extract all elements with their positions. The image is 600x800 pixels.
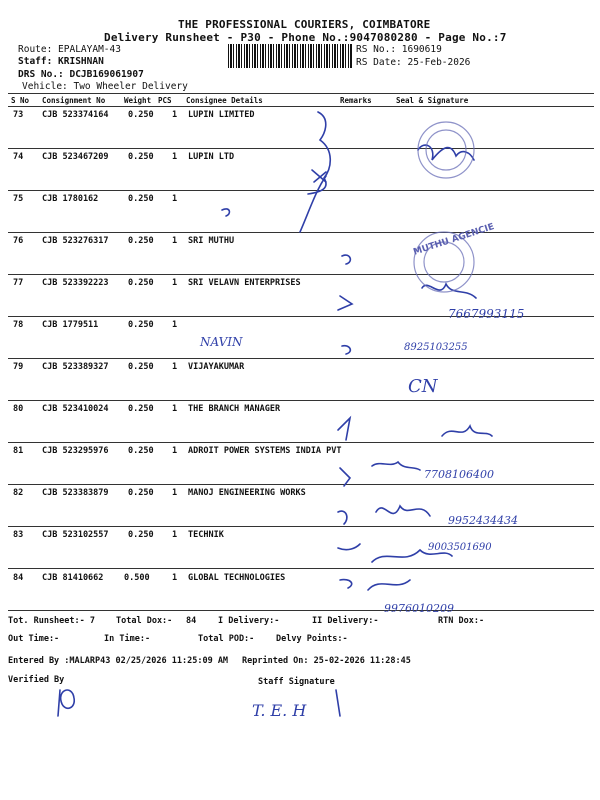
remark-mark bbox=[338, 418, 350, 440]
row-pcs: 1 bbox=[172, 488, 178, 498]
row-sno: 77 bbox=[13, 278, 24, 288]
row-sno: 78 bbox=[13, 320, 24, 330]
handwritten-phone: 9952434434 bbox=[448, 514, 518, 527]
row-consignment: CJB 523102557 bbox=[42, 530, 109, 540]
ii-delivery: II Delivery:- bbox=[312, 616, 379, 626]
verified-by: Verified By bbox=[8, 675, 65, 685]
row-sno: 76 bbox=[13, 236, 24, 246]
delvy-points: Delvy Points:- bbox=[276, 634, 348, 644]
runsheet-subtitle: Delivery Runsheet - P30 - Phone No.:9047080280 - Page No.:7 bbox=[104, 31, 507, 44]
row-sno: 84 bbox=[13, 573, 24, 583]
col-consignment: Consignment No bbox=[42, 96, 106, 105]
total-dox: Total Dox:- bbox=[116, 616, 173, 626]
row-weight: 0.250 bbox=[128, 404, 154, 414]
col-remarks: Remarks bbox=[340, 96, 372, 105]
signature-scribble bbox=[368, 580, 410, 590]
row-sno: 80 bbox=[13, 404, 24, 414]
col-pcs: PCS bbox=[158, 96, 172, 105]
row-pcs: 1 bbox=[172, 194, 178, 204]
signature-scribble bbox=[372, 462, 420, 470]
row-consignment: CJB 1780162 bbox=[42, 194, 99, 204]
row-pcs: 1 bbox=[172, 404, 178, 414]
route-label: Route: EPALAYAM-43 bbox=[18, 44, 121, 55]
signature-scribble bbox=[442, 426, 492, 436]
rs-date-label: RS Date: 25-Feb-2026 bbox=[356, 57, 471, 68]
row-consignee: ADROIT POWER SYSTEMS INDIA PVT bbox=[188, 446, 342, 456]
staff-signature-hand: T. E. H bbox=[252, 701, 307, 720]
remark-mark bbox=[338, 544, 360, 550]
company-title: THE PROFESSIONAL COURIERS, COIMBATORE bbox=[178, 18, 431, 31]
row-pcs: 1 bbox=[172, 530, 178, 540]
handwritten-phone: 8925103255 bbox=[404, 342, 468, 353]
handwritten-name: NAVIN bbox=[200, 335, 243, 349]
row-consignee: TECHNIK bbox=[188, 530, 224, 540]
row-weight: 0.250 bbox=[128, 320, 154, 330]
rtn-dox: RTN Dox:- bbox=[438, 616, 485, 626]
row-sno: 82 bbox=[13, 488, 24, 498]
row-sno: 74 bbox=[13, 152, 24, 162]
verified-sig bbox=[58, 690, 74, 716]
total-dox-value: 84 bbox=[186, 616, 197, 626]
row-weight: 0.250 bbox=[128, 278, 154, 288]
remark-mark bbox=[342, 346, 350, 354]
row-weight: 0.250 bbox=[128, 446, 154, 456]
handwritten-phone: 9976010209 bbox=[384, 602, 454, 615]
row-weight: 0.500 bbox=[124, 573, 150, 583]
row-consignment: CJB 523374164 bbox=[42, 110, 109, 120]
reprinted-on: Reprinted On: 25-02-2026 11:28:45 bbox=[242, 656, 411, 666]
row-consignee: THE BRANCH MANAGER bbox=[188, 404, 281, 414]
staff-sig-stroke bbox=[336, 690, 340, 716]
long-stroke bbox=[300, 176, 326, 232]
remark-mark bbox=[338, 511, 347, 524]
row-pcs: 1 bbox=[172, 362, 178, 372]
total-pod: Total POD:- bbox=[198, 634, 255, 644]
row-sno: 73 bbox=[13, 110, 24, 120]
row-weight: 0.250 bbox=[128, 152, 154, 162]
row-consignment: CJB 523467209 bbox=[42, 152, 109, 162]
entered-by: Entered By :MALARP43 02/25/2026 11:25:09 AM bbox=[8, 656, 229, 666]
row-pcs: 1 bbox=[172, 573, 178, 583]
row-pcs: 1 bbox=[172, 110, 178, 120]
row-consignee: LUPIN LTD bbox=[188, 152, 235, 162]
signature-scribble bbox=[376, 506, 430, 516]
row-consignment: CJB 523383879 bbox=[42, 488, 109, 498]
row-consignment: CJB 523295976 bbox=[42, 446, 109, 456]
stamp-text: MUTHU AGENCIE bbox=[412, 222, 496, 258]
row-consignee: GLOBAL TECHNOLOGIES bbox=[188, 573, 286, 583]
col-seal: Seal & Signature bbox=[396, 96, 469, 105]
row-pcs: 1 bbox=[172, 320, 178, 330]
row-consignment: CJB 523276317 bbox=[42, 236, 109, 246]
col-sno: S No bbox=[11, 96, 30, 105]
row-pcs: 1 bbox=[172, 236, 178, 246]
handwritten-initials: CN bbox=[408, 376, 438, 397]
rs-no-label: RS No.: 1690619 bbox=[356, 44, 442, 55]
row-weight: 0.250 bbox=[128, 488, 154, 498]
row-consignee: SRI VELAVN ENTERPRISES bbox=[188, 278, 301, 288]
handwritten-phone: 7667993115 bbox=[448, 307, 525, 321]
remark-mark bbox=[340, 468, 350, 486]
row-sno: 81 bbox=[13, 446, 24, 456]
row-consignee: MANOJ ENGINEERING WORKS bbox=[188, 488, 306, 498]
row-pcs: 1 bbox=[172, 152, 178, 162]
row-weight: 0.250 bbox=[128, 110, 154, 120]
handwritten-phone: 9003501690 bbox=[428, 542, 492, 553]
row-pcs: 1 bbox=[172, 446, 178, 456]
tot-runsheet: Tot. Runsheet:- 7 bbox=[8, 616, 95, 626]
vehicle-label: Vehicle: Two Wheeler Delivery bbox=[22, 81, 188, 92]
col-consignee: Consignee Details bbox=[186, 96, 263, 105]
row-consignment: CJB 523389327 bbox=[42, 362, 109, 372]
row-weight: 0.250 bbox=[128, 362, 154, 372]
row-sno: 75 bbox=[13, 194, 24, 204]
handwritten-phone: 7708106400 bbox=[424, 468, 494, 481]
remark-mark bbox=[342, 255, 350, 264]
row-consignee: VIJAYAKUMAR bbox=[188, 362, 245, 372]
row-consignment: CJB 81410662 bbox=[42, 573, 104, 583]
row-weight: 0.250 bbox=[128, 236, 154, 246]
drs-label: DRS No.: DCJB169061907 bbox=[18, 69, 144, 80]
row-consignee: LUPIN LIMITED bbox=[188, 110, 255, 120]
i-delivery: I Delivery:- bbox=[218, 616, 280, 626]
row-consignment: CJB 523392223 bbox=[42, 278, 109, 288]
brace-mark bbox=[308, 112, 330, 194]
row-weight: 0.250 bbox=[128, 194, 154, 204]
row-pcs: 1 bbox=[172, 278, 178, 288]
row-sno: 83 bbox=[13, 530, 24, 540]
in-time: In Time:- bbox=[104, 634, 151, 644]
row-weight: 0.250 bbox=[128, 530, 154, 540]
remark-mark bbox=[338, 296, 352, 310]
staff-label: Staff: KRISHNAN bbox=[18, 56, 104, 67]
out-time: Out Time:- bbox=[8, 634, 60, 644]
row-consignment: CJB 1779511 bbox=[42, 320, 99, 330]
tick-scribble bbox=[222, 209, 229, 216]
col-weight: Weight bbox=[124, 96, 152, 105]
row-sno: 79 bbox=[13, 362, 24, 372]
row-consignment: CJB 523410024 bbox=[42, 404, 109, 414]
row-consignee: SRI MUTHU bbox=[188, 236, 235, 246]
remark-mark bbox=[340, 580, 352, 588]
staff-signature-label: Staff Signature bbox=[258, 677, 335, 687]
